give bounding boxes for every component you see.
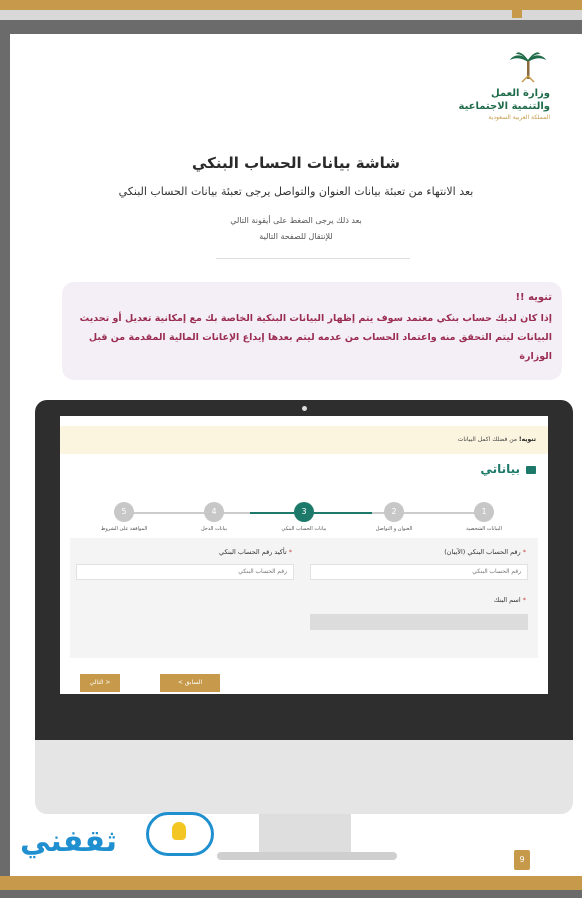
- page-subtitle: بعد الانتهاء من تعبئة بيانات العنوان والتواصل يرجى تعبئة بيانات الحساب البنكي: [118, 185, 474, 198]
- bottom-gold-bar: [0, 876, 582, 890]
- logo-line-1: وزارة العمل: [491, 88, 550, 99]
- monitor-frame: [35, 400, 573, 766]
- confirm-iban-label-text: تأكيد رقم الحساب البنكي: [219, 548, 287, 556]
- monitor-chin: [35, 740, 573, 814]
- confirm-iban-label: * تأكيد رقم الحساب البنكي: [219, 548, 292, 556]
- confirm-iban-input[interactable]: [76, 564, 294, 580]
- monitor-stand-neck: [259, 814, 351, 856]
- bank-form: [70, 538, 538, 658]
- bank-name-label-text: اسم البنك: [493, 596, 521, 604]
- warning-bar: [60, 426, 548, 454]
- warning-text: [458, 436, 536, 443]
- step-1-label: البيانات الشخصية: [466, 526, 502, 532]
- top-gold-notch: [512, 0, 522, 18]
- divider: [216, 258, 410, 259]
- id-card-icon: [526, 466, 536, 474]
- logo-line-2: والتنمية الاجتماعية: [458, 101, 550, 112]
- top-bar: [0, 0, 582, 26]
- iban-label: * رقم الحساب البنكي (الآيبان): [444, 548, 526, 556]
- step-4-label: بيانات الدخل: [200, 526, 228, 532]
- palm-tree-icon: [508, 52, 548, 84]
- step-3-label: بيانات الحساب البنكي: [281, 526, 327, 532]
- instruction-line-2: للإنتقال للصفحة التالية: [259, 232, 333, 241]
- lightbulb-icon: [172, 822, 186, 840]
- bank-name-label: * اسم البنك: [493, 596, 526, 604]
- section-title: بياناتي: [480, 462, 520, 476]
- instruction-line-1: بعد ذلك يرجى الضغط على أيقونة التالي: [230, 216, 362, 225]
- step-4[interactable]: 4: [204, 502, 224, 522]
- step-2-label: العنوان و التواصل: [375, 526, 413, 532]
- step-5[interactable]: 5: [114, 502, 134, 522]
- step-1[interactable]: 1: [474, 502, 494, 522]
- page-title: شاشة بيانات الحساب البنكي: [191, 154, 401, 172]
- logo-line-3: المملكة العربية السعودية: [488, 114, 550, 121]
- notice-heading: تنويه !!: [515, 292, 552, 303]
- progress-stepper: [60, 496, 548, 536]
- brand-name: ثقفني: [20, 824, 118, 859]
- warning-message: من فضلك اكمل البيانات: [457, 436, 519, 443]
- previous-button[interactable]: < السابق: [160, 674, 220, 692]
- step-5-label: الموافقة على الشروط: [100, 526, 148, 532]
- top-gold-stripe: [0, 0, 582, 10]
- iban-input[interactable]: [310, 564, 528, 580]
- webcam-dot: [302, 406, 307, 411]
- notice-body: إذا كان لديك حساب بنكي معتمد سوف يتم إظهار البيانات البنكية الخاصة بك مع إمكانية تعديل أو تحديث البيانات ليتم التحقق منه واعتماد الحساب من عدمه ليتم بعدها إيداع الإعانات المالية المقدمة من قبل الوزارة: [79, 313, 552, 362]
- bank-name-select[interactable]: [310, 614, 528, 630]
- page-number: 9: [514, 850, 530, 870]
- warning-bold: تنويه!: [518, 436, 536, 443]
- iban-label-text: رقم الحساب البنكي (الآيبان): [444, 548, 521, 556]
- step-3[interactable]: 3: [294, 502, 314, 522]
- next-button[interactable]: التالي >: [80, 674, 120, 692]
- brand-watermark: [14, 810, 224, 870]
- monitor-screen: [60, 416, 548, 694]
- ministry-logo: [440, 52, 560, 124]
- step-2[interactable]: 2: [384, 502, 404, 522]
- notice-box: [62, 282, 562, 380]
- document-page: [10, 34, 582, 876]
- monitor-stand-base: [217, 852, 397, 860]
